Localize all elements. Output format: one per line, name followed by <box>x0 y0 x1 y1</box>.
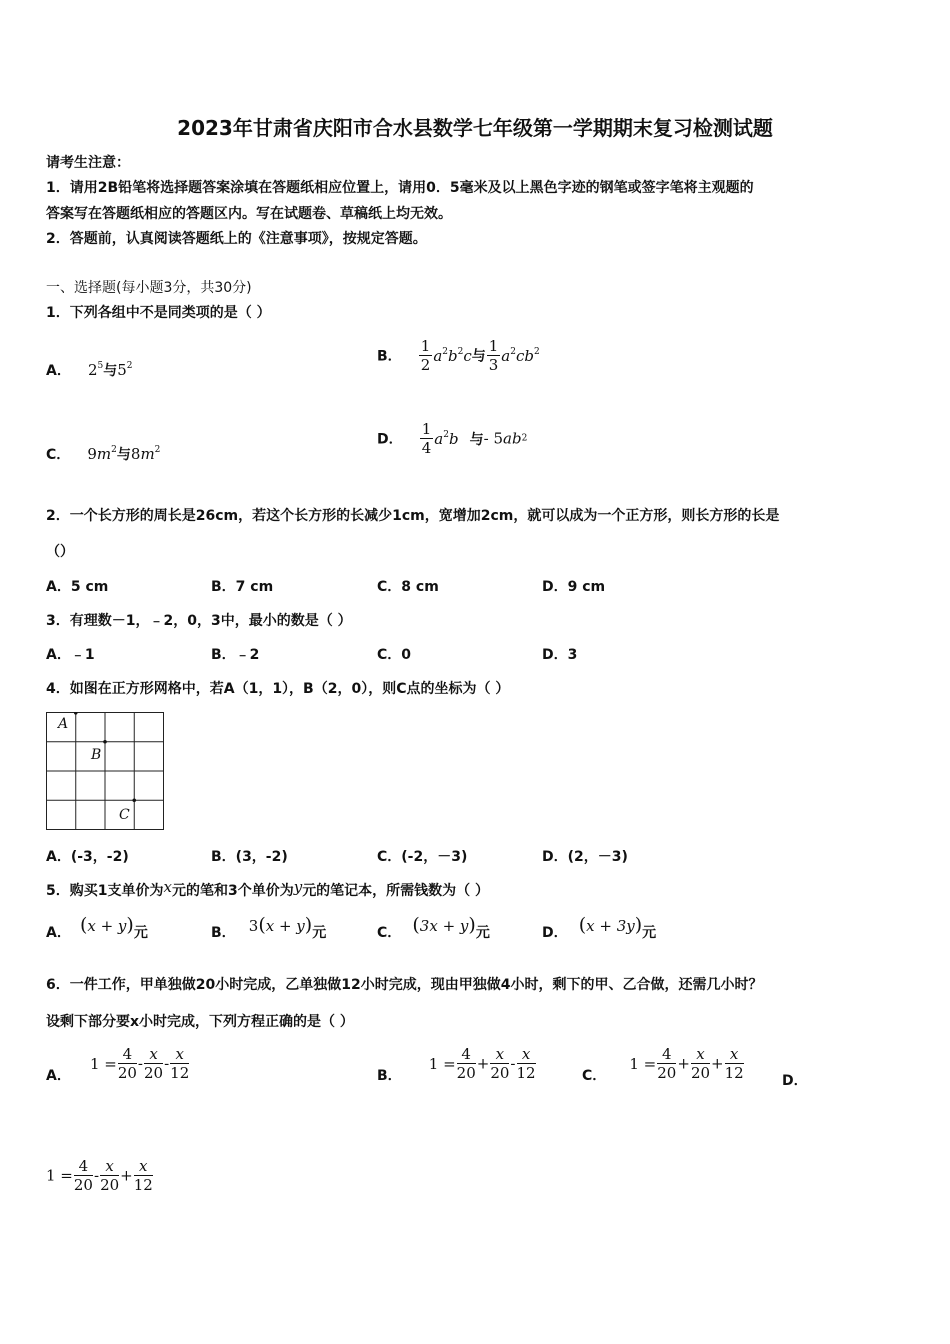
q2-option-d[interactable]: D．9 cm <box>542 579 606 595</box>
unit: 元 <box>133 925 148 941</box>
q1-option-d[interactable] <box>377 420 527 457</box>
q3-option-a[interactable]: A．﹣1 <box>46 647 95 663</box>
point-a-dot <box>74 712 78 715</box>
option-label: C． <box>46 447 71 463</box>
math-expr: x + y <box>87 917 127 935</box>
q1-option-a[interactable] <box>46 360 133 380</box>
conjunction: 与 <box>469 431 484 448</box>
math-expr: 3x + y <box>419 917 469 935</box>
math-term: 5 <box>117 361 127 379</box>
math-coef: 3 <box>248 917 259 935</box>
q4-option-b[interactable]: B．(3，-2) <box>211 849 288 865</box>
q6-option-a[interactable] <box>46 1045 190 1085</box>
square-grid-figure <box>46 712 164 830</box>
question-2-stem-cont: （） <box>46 544 74 560</box>
q5-option-a[interactable]: A． (x + y)元 <box>46 914 148 941</box>
fraction: $\frac{x}{12}$ <box>516 1045 536 1082</box>
question-6-stem: 6．一件工作，甲单独做20小时完成，乙单独做12小时完成，现由甲独做4小时，剩下的甲、乙合做，还需几小时？ <box>46 977 763 993</box>
q2-option-c[interactable]: C．8 cm <box>377 579 439 595</box>
operator: + <box>120 1166 133 1185</box>
fraction: $\frac{x}{20}$ <box>100 1157 120 1194</box>
point-c-dot <box>132 798 136 802</box>
question-6-stem-cont: 设剩下部分要x小时完成，下列方程正确的是（ ） <box>46 1014 354 1030</box>
operator: - <box>93 1166 100 1185</box>
operator: + <box>476 1054 490 1073</box>
fraction: $\frac{x}{12}$ <box>724 1045 744 1082</box>
conjunction: 与 <box>471 348 486 365</box>
q5-option-c[interactable]: C． (3x + y)元 <box>377 914 490 941</box>
option-label: D． <box>542 925 568 941</box>
q5-option-b[interactable]: B． 3(x + y)元 <box>211 914 327 941</box>
q3-option-c[interactable]: C．0 <box>377 647 412 663</box>
question-4-stem: 4．如图在正方形网格中，若A（1，1），B（2，0），则C点的坐标为（ ） <box>46 681 510 697</box>
math-lhs: 1 = <box>629 1054 657 1073</box>
q6-option-d[interactable] <box>46 1157 154 1194</box>
math-lhs: 1 = <box>46 1166 73 1185</box>
exponent: 2 <box>154 445 161 455</box>
fraction: $\frac{x}{20}$ <box>144 1045 164 1082</box>
q6-option-b[interactable] <box>377 1045 537 1085</box>
option-label: B． <box>377 1068 402 1084</box>
q2-option-b[interactable]: B．7 cm <box>211 579 274 595</box>
exponent: 5 <box>97 361 104 371</box>
math-term: 8 <box>130 445 141 463</box>
q1-option-c[interactable] <box>46 444 160 464</box>
option-label: A． <box>46 925 71 941</box>
point-a-label: A <box>58 716 69 732</box>
fraction: $\frac{1}{2}$ <box>420 337 431 374</box>
math-term: m <box>96 445 112 463</box>
math-term: m <box>140 445 155 463</box>
math-term: - 5 <box>483 429 504 448</box>
point-b-dot <box>103 740 107 744</box>
question-2-stem: 2．一个长方形的周长是26cm，若这个长方形的长减少1cm，宽增加2cm，就可以成为一个正方形，则长方形的长是 <box>46 508 780 524</box>
operator: + <box>711 1054 724 1073</box>
conjunction: 与 <box>116 447 131 463</box>
operator: - <box>510 1054 516 1073</box>
q1-option-b[interactable] <box>377 337 540 374</box>
fraction: $\frac{x}{20}$ <box>690 1045 711 1082</box>
q5-option-d[interactable]: D． (x + 3y)元 <box>542 914 657 941</box>
q6-option-c[interactable] <box>582 1045 745 1085</box>
math-lhs: 1 = <box>428 1054 456 1073</box>
operator: - <box>164 1054 170 1073</box>
option-label: C． <box>377 925 402 941</box>
option-label: B． <box>377 348 402 365</box>
question-5-stem: 5．购买1支单价为x元的笔和3个单价为y元的笔记本，所需钱数为（ ） <box>46 878 490 899</box>
unit: 元 <box>312 925 327 941</box>
notice-heading: 请考生注意： <box>46 155 130 171</box>
fraction: $\frac{1}{3}$ <box>488 337 499 374</box>
q4-option-d[interactable]: D．(2，－3) <box>542 849 628 865</box>
point-b-label: B <box>91 747 102 763</box>
page-title: 2023年甘肃省庆阳市合水县数学七年级第一学期期末复习检测试题 <box>177 116 773 140</box>
notice-line: 2．答题前，认真阅读答题纸上的《注意事项》，按规定答题。 <box>46 231 427 247</box>
math-expr: x + y <box>265 917 305 935</box>
fraction: $\frac{x}{12}$ <box>133 1157 153 1194</box>
option-label: B． <box>211 925 236 941</box>
notice-line: 1．请用2B铅笔将选择题答案涂填在答题纸相应位置上，请用0．5毫米及以上黑色字迹的钢笔或签字笔将主观题的 <box>46 180 754 196</box>
option-label: A． <box>46 1068 71 1084</box>
option-label: C． <box>582 1068 607 1084</box>
exponent: 2 <box>111 445 117 455</box>
option-label: D． <box>377 431 403 448</box>
q6-option-d-label[interactable] <box>782 1070 808 1090</box>
q4-option-a[interactable]: A．(-3，-2) <box>46 849 129 865</box>
fraction: $\frac{x}{12}$ <box>170 1045 190 1082</box>
fraction: $\frac{4}{20}$ <box>456 1045 476 1082</box>
q4-option-c[interactable]: C．(-2，－3) <box>377 849 468 865</box>
question-1-stem: 1．下列各组中不是同类项的是（ ） <box>46 305 271 321</box>
math-lhs: 1 = <box>89 1054 117 1073</box>
conjunction: 与 <box>103 363 118 379</box>
q2-option-a[interactable]: A．5 cm <box>46 579 109 595</box>
question-3-stem: 3．有理数－1，﹣2，0，3中，最小的数是（ ） <box>46 613 352 629</box>
fraction: $\frac{x}{20}$ <box>490 1045 510 1082</box>
exponent: 2 <box>126 361 133 371</box>
math-term: $a^2cb^2$ <box>501 346 540 365</box>
fraction: $\frac{4}{20}$ <box>117 1045 137 1082</box>
q3-option-d[interactable]: D．3 <box>542 647 578 663</box>
notice-line: 答案写在答题纸相应的答题区内。写在试题卷、草稿纸上均无效。 <box>46 206 452 222</box>
math-term: ab <box>503 429 522 448</box>
math-expr: x + 3y <box>586 917 635 935</box>
point-c-label: C <box>119 807 130 823</box>
exponent: 2 <box>521 433 528 444</box>
math-term: $a^2b^2c$ <box>433 346 472 365</box>
operator: + <box>677 1054 690 1073</box>
fraction: $\frac{1}{4}$ <box>421 420 432 457</box>
operator: - <box>137 1054 143 1073</box>
math-term: 9 <box>87 445 97 463</box>
option-label: D． <box>782 1073 808 1089</box>
fraction: $\frac{4}{20}$ <box>73 1157 93 1194</box>
unit: 元 <box>475 925 490 941</box>
math-term: $a^2b$ <box>434 429 459 448</box>
math-term: 2 <box>87 361 98 379</box>
section-heading: 一、选择题(每小题3分，共30分) <box>46 280 252 296</box>
unit: 元 <box>642 925 657 941</box>
fraction: $\frac{4}{20}$ <box>657 1045 677 1082</box>
q3-option-b[interactable]: B．﹣2 <box>211 647 260 663</box>
option-label: A． <box>46 363 71 379</box>
